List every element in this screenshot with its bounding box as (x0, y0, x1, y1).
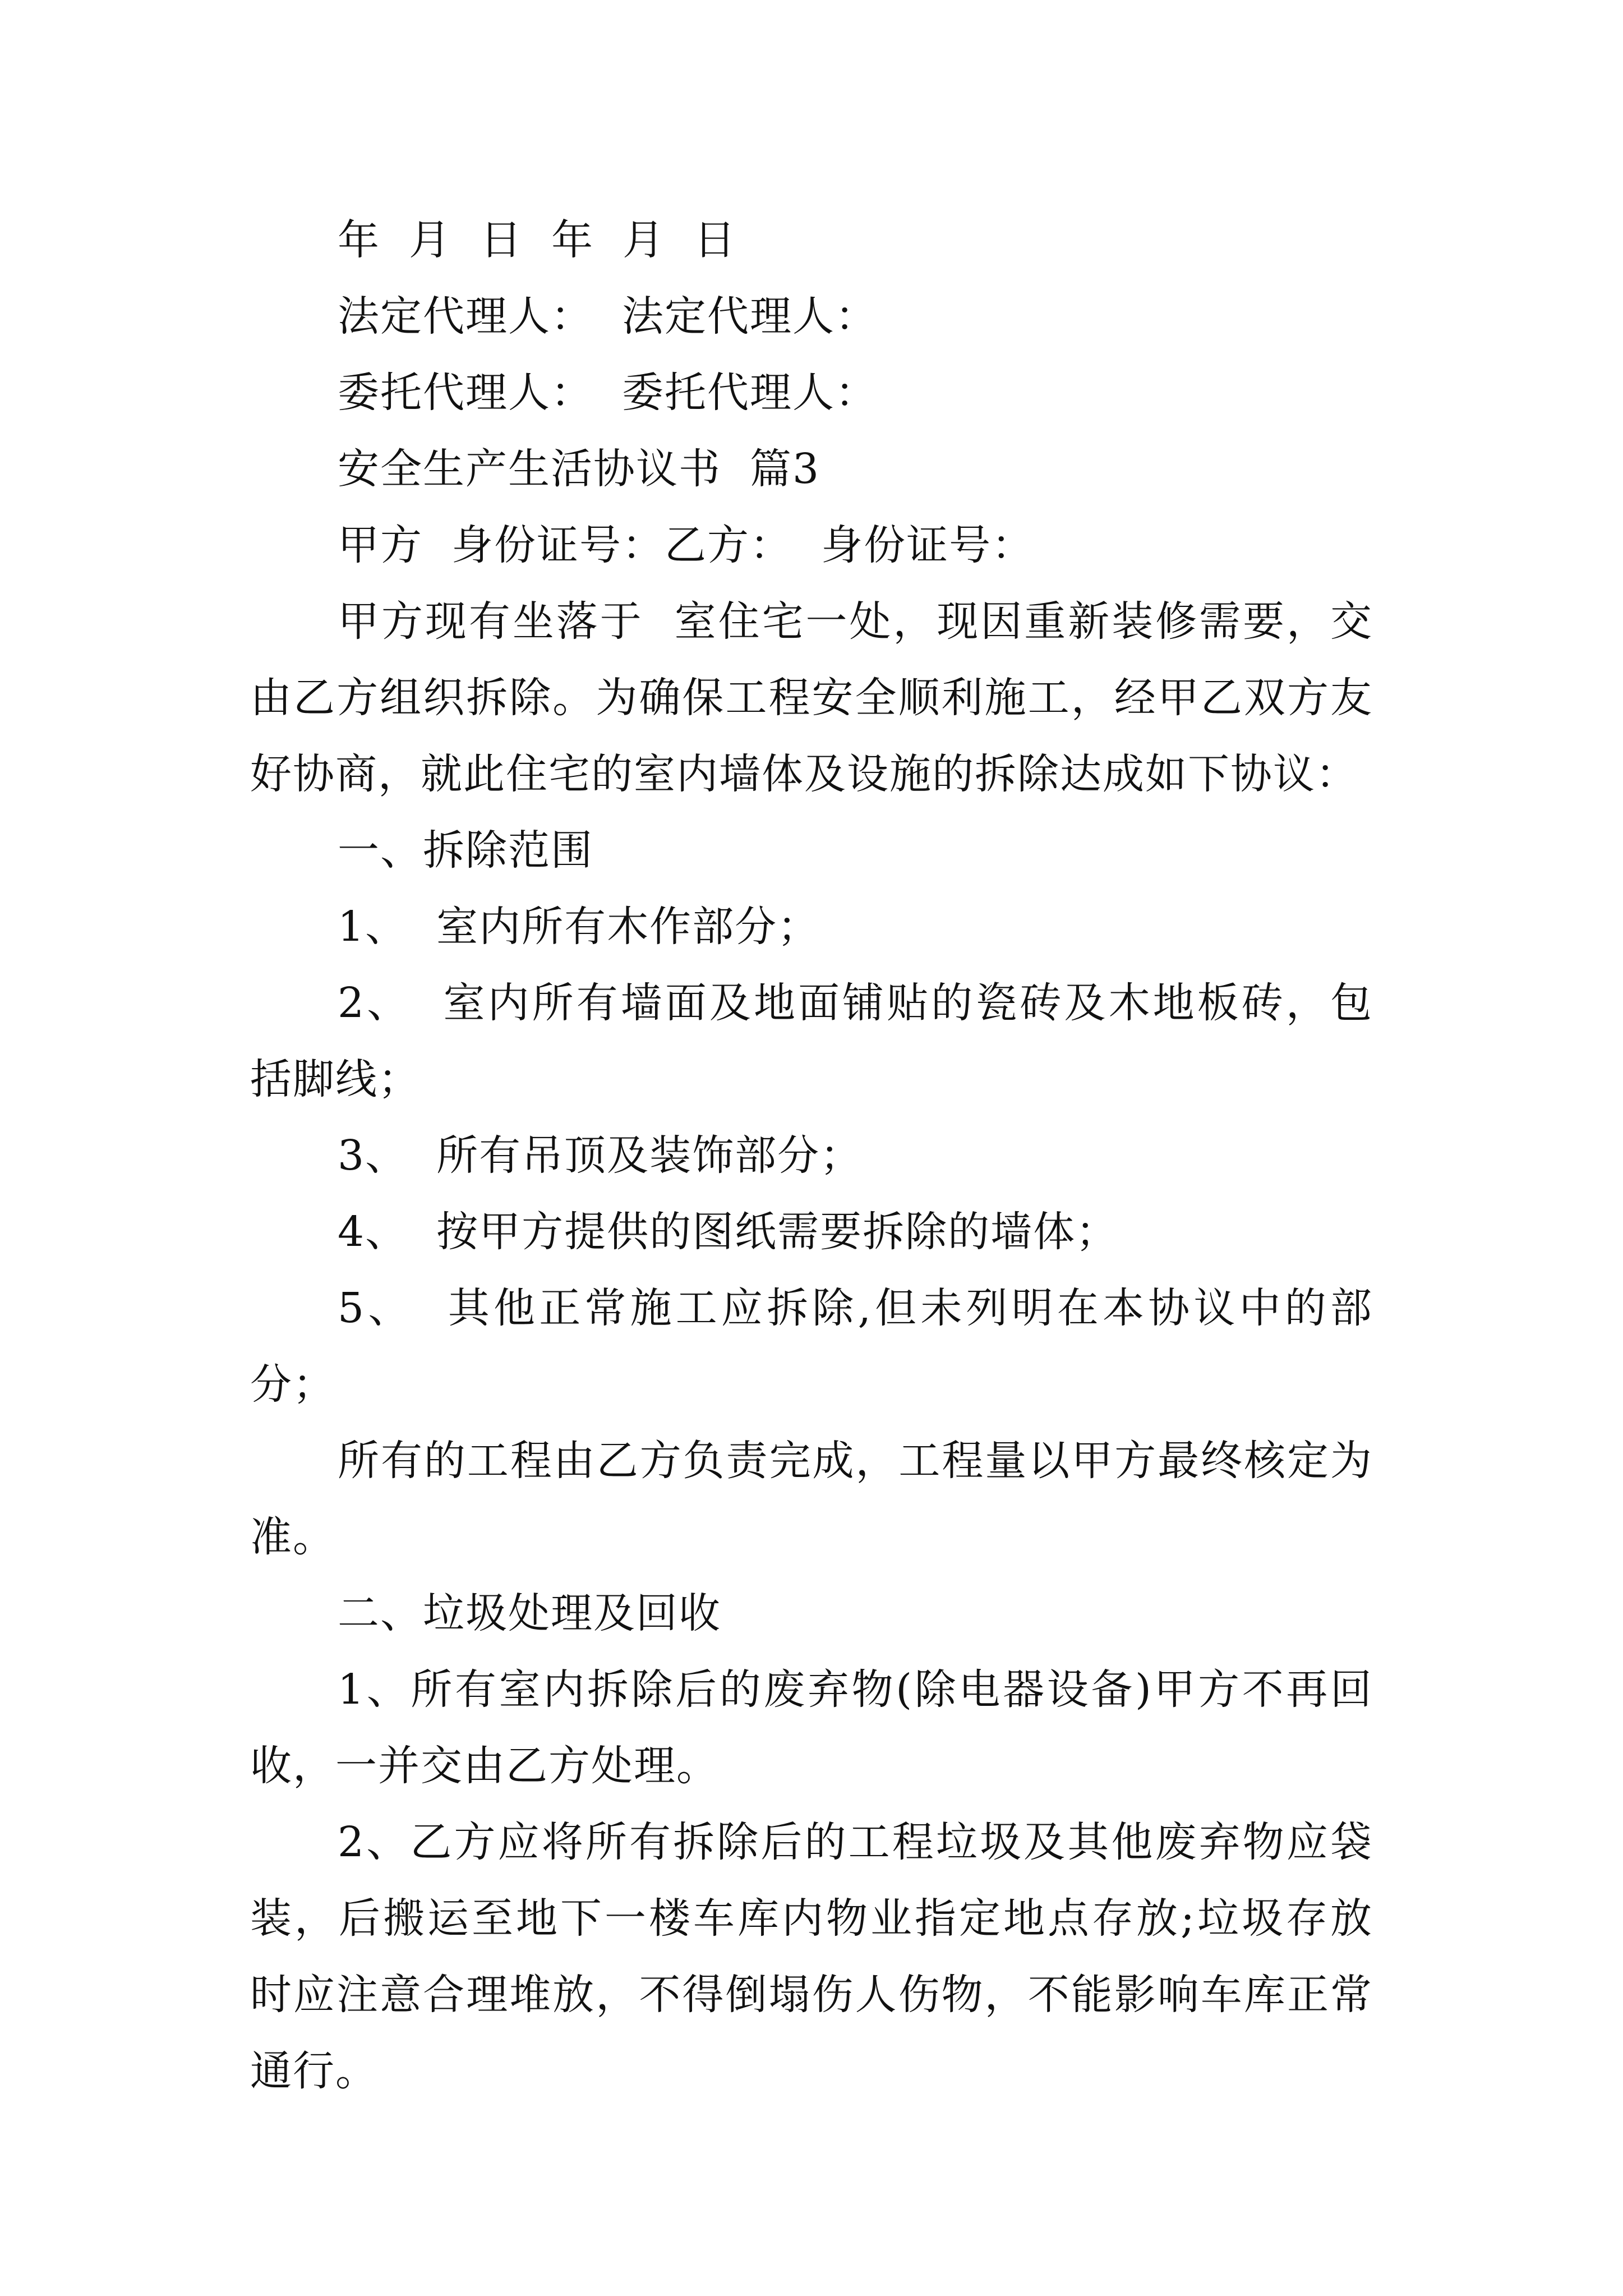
section-title: 安全生产生活协议书 篇3 (338, 445, 820, 493)
intro-paragraph: 甲方现有坐落于 室住宅一处，现因重新装修需要，交由乙方组织拆除。为确保工程安全顺利施工，经甲乙双方友好协商，就此住宅的室内墙体及设施的拆除达成如下协议： (250, 597, 1373, 798)
document-body (250, 202, 1373, 2109)
scope-summary: 所有的工程由乙方负责完成，工程量以甲方最终核定为准。 (250, 1437, 1373, 1561)
authorized-agent-line: 委托代理人： 委托代理人： (338, 369, 878, 417)
waste-item-1: 1、所有室内拆除后的废弃物(除电器设备)甲方不再回收，一并交由乙方处理。 (250, 1665, 1373, 1790)
scope-item-4: 4、 按甲方提供的图纸需要拆除的墙体； (338, 1208, 1119, 1256)
parties-id-line: 甲方 身份证号：乙方： 身份证号： (338, 521, 1035, 569)
legal-representative-line: 法定代理人： 法定代理人： (338, 292, 878, 341)
waste-item-2: 2、乙方应将所有拆除后的工程垃圾及其他废弃物应袋装，后搬运至地下一楼车库内物业指定地点存放;垃圾存放时应注意合理堆放，不得倒塌伤人伤物，不能影响车库正常通行。 (250, 1818, 1373, 2095)
scope-item-2: 2、 室内所有墙面及地面铺贴的瓷砖及木地板砖，包括脚线； (250, 979, 1373, 1103)
scope-item-3: 3、 所有吊顶及装饰部分； (338, 1131, 863, 1180)
date-line: 年 月 日 年 月 日 (338, 216, 737, 264)
heading-waste-handling: 二、垃圾处理及回收 (338, 1589, 721, 1637)
scope-item-5: 5、 其他正常施工应拆除,但未列明在本协议中的部分； (250, 1284, 1373, 1409)
scope-item-1: 1、 室内所有木作部分； (338, 903, 820, 951)
heading-demolition-scope: 一、拆除范围 (338, 826, 593, 875)
